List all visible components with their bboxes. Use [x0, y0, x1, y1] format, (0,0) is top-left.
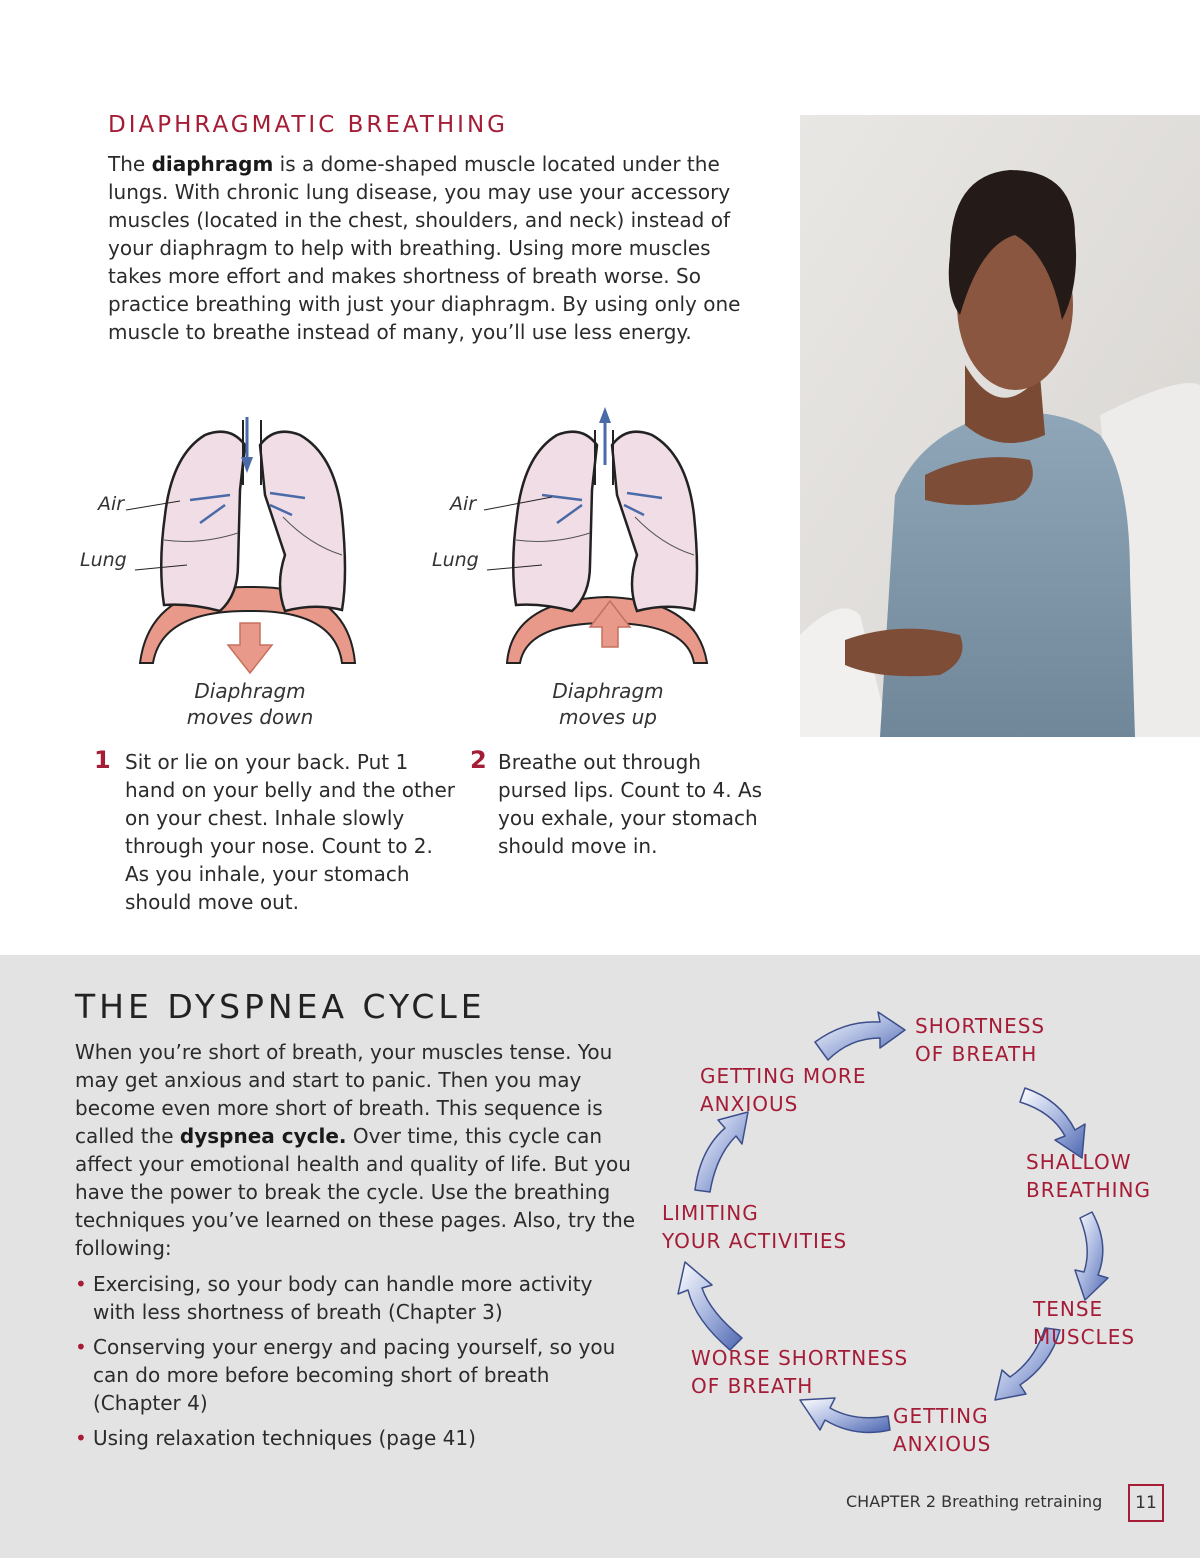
air-label-2: Air: [450, 493, 477, 515]
tips-list: [75, 1270, 635, 1459]
bullet-icon: •: [75, 1426, 87, 1450]
step-number-2: 2: [470, 746, 487, 774]
breathing-photo: [800, 115, 1200, 737]
cycle-label-more-anxious: GETTING MORE ANXIOUS: [700, 1064, 867, 1116]
cycle-arrow-7: [695, 1112, 748, 1192]
bullet-icon: •: [75, 1335, 87, 1359]
step-text-2: Breathe out through pursed lips. Count to 4. As you exhale, your stomach should move in.: [498, 750, 763, 858]
dyspnea-intro-paragraph: When you’re short of breath, your muscles tense. You may get anxious and start to panic. Then you may become even more short of breath. This sequence is called the dyspnea cycle. Over time, this cycle can affect your emotional health and quality of life. But you have the power to break the cycle. Use the breathing techniques you’ve learned on these pages. Also, try the following:: [75, 1040, 636, 1260]
cycle-arrow-1: [815, 1012, 905, 1060]
cycle-arrow-3: [1075, 1212, 1108, 1300]
cycle-label-shallow: SHALLOW BREATHING: [1026, 1150, 1151, 1202]
lung-label-2: Lung: [432, 549, 479, 571]
cycle-label-shortness: SHORTNESS OF BREATH: [915, 1014, 1046, 1066]
diagram-caption-1: Diaphragm moves down: [186, 679, 314, 729]
diagram-caption-2: Diaphragm moves up: [552, 679, 664, 729]
page-number: 11: [1128, 1484, 1164, 1522]
diaphragm-intro-paragraph: The diaphragm is a dome-shaped muscle located under the lungs. With chronic lung disease, you may use your accessory muscles (located in the chest, shoulders, and neck) instead of your diaphragm to help with breathing. Using more muscles takes more effort and makes shortness of breath worse. So practice breathing with just your diaphragm. By using only one muscle to breathe instead of many, you’ll use less energy.: [108, 152, 741, 344]
lung-diagram-inhale: [80, 405, 390, 675]
cycle-label-limiting: LIMITING YOUR ACTIVITIES: [662, 1201, 848, 1253]
section-title-diaphragmatic: DIAPHRAGMATIC BREATHING: [108, 112, 508, 138]
section-title-dyspnea: THE DYSPNEA CYCLE: [75, 987, 486, 1026]
step-text-1: Sit or lie on your back. Put 1 hand on your belly and the other on your chest. Inhale slowly through your nose. Count to 2. As you inhale, your stomach should move out.: [125, 750, 456, 914]
list-item: • Conserving your energy and pacing yourself, so you can do more before becoming short of breath (Chapter 4): [75, 1335, 616, 1415]
lung-label-1: Lung: [80, 549, 127, 571]
bullet-icon: •: [75, 1272, 87, 1296]
lung-diagram-exhale: [432, 405, 742, 675]
term-dyspnea-cycle: dyspnea cycle.: [179, 1124, 347, 1148]
cycle-label-anxious: GETTING ANXIOUS: [893, 1404, 992, 1456]
air-label-1: Air: [98, 493, 125, 515]
cycle-arrow-6: [678, 1262, 742, 1350]
cycle-arrow-5: [800, 1398, 890, 1432]
cycle-label-worse: WORSE SHORTNESS OF BREATH: [691, 1346, 909, 1398]
step-number-1: 1: [94, 746, 111, 774]
term-diaphragm: diaphragm: [151, 152, 274, 176]
list-item: • Exercising, so your body can handle more activity with less shortness of breath (Chapter 3): [75, 1272, 593, 1324]
footer-chapter: CHAPTER 2 Breathing retraining: [846, 1492, 1103, 1511]
cycle-label-tense: TENSE MUSCLES: [1033, 1297, 1136, 1349]
list-item: • Using relaxation techniques (page 41): [75, 1426, 476, 1450]
